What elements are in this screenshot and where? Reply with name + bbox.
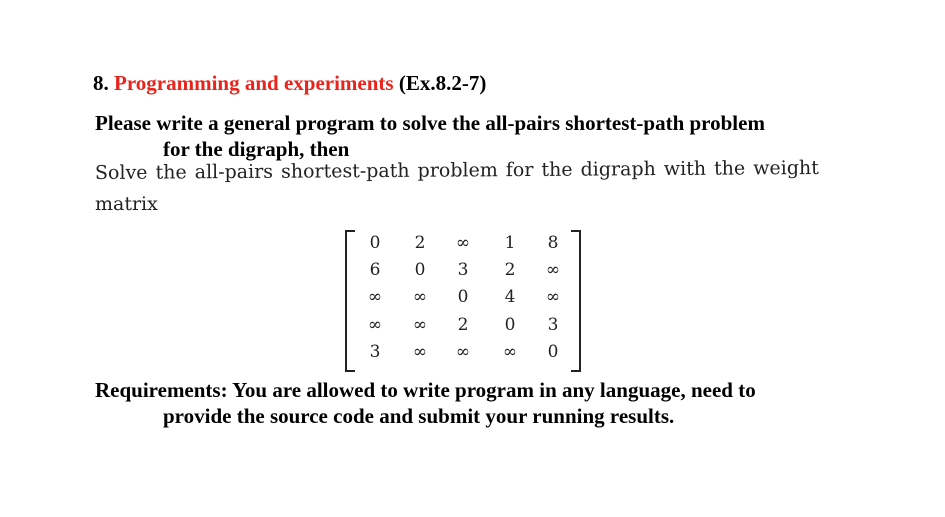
matrix-cell-r5-c4: ∞	[502, 342, 518, 362]
task-line-2: for the digraph, then	[163, 137, 350, 161]
matrix-cell-r1-c1: 0	[369, 233, 381, 253]
matrix-cell-r5-c5: 0	[547, 342, 559, 362]
matrix-cell-r4-c5: 3	[547, 315, 559, 335]
requirements-line-1: Requirements: You are allowed to write program in any language, need to	[95, 378, 756, 402]
matrix-cell-r3-c4: 4	[504, 287, 516, 307]
matrix-cell-r2-c1: 6	[369, 260, 381, 280]
matrix-cell-r1-c2: 2	[414, 233, 426, 253]
matrix-cell-r3-c1: ∞	[367, 287, 383, 307]
exercise-number: 8.	[93, 71, 109, 95]
matrix-cell-r4-c2: ∞	[412, 315, 428, 335]
task-line-1: Please write a general program to solve the all-pairs shortest-path problem	[95, 111, 765, 135]
matrix-left-bracket	[345, 230, 355, 372]
matrix-cell-r3-c5: ∞	[545, 287, 561, 307]
matrix-cell-r2-c2: 0	[414, 260, 426, 280]
exercise-reference: (Ex.8.2-7)	[398, 71, 487, 95]
matrix-cell-r1-c4: 1	[504, 233, 516, 253]
matrix-cell-r2-c3: 3	[457, 260, 469, 280]
exercise-heading	[93, 71, 486, 96]
exercise-title: Programming and experiments	[114, 71, 394, 95]
matrix-cell-r5-c3: ∞	[455, 342, 471, 362]
matrix-cell-r2-c5: ∞	[545, 260, 561, 280]
problem-line-2: matrix	[95, 193, 158, 215]
matrix-cell-r4-c4: 0	[504, 315, 516, 335]
matrix-cell-r2-c4: 2	[504, 260, 516, 280]
matrix-cell-r1-c5: 8	[547, 233, 559, 253]
matrix-cell-r1-c3: ∞	[455, 233, 471, 253]
matrix-cell-r3-c2: ∞	[412, 287, 428, 307]
matrix-cell-r5-c2: ∞	[412, 342, 428, 362]
requirements-line-2: provide the source code and submit your running results.	[163, 404, 675, 428]
matrix-cell-r3-c3: 0	[457, 287, 469, 307]
matrix-cell-r5-c1: 3	[369, 342, 381, 362]
matrix-cell-r4-c3: 2	[457, 315, 469, 335]
problem-line-1: Solve the all-pairs shortest-path problem for the digraph with the weight	[94, 156, 819, 184]
matrix-cell-r4-c1: ∞	[367, 315, 383, 335]
weight-matrix	[345, 228, 581, 368]
